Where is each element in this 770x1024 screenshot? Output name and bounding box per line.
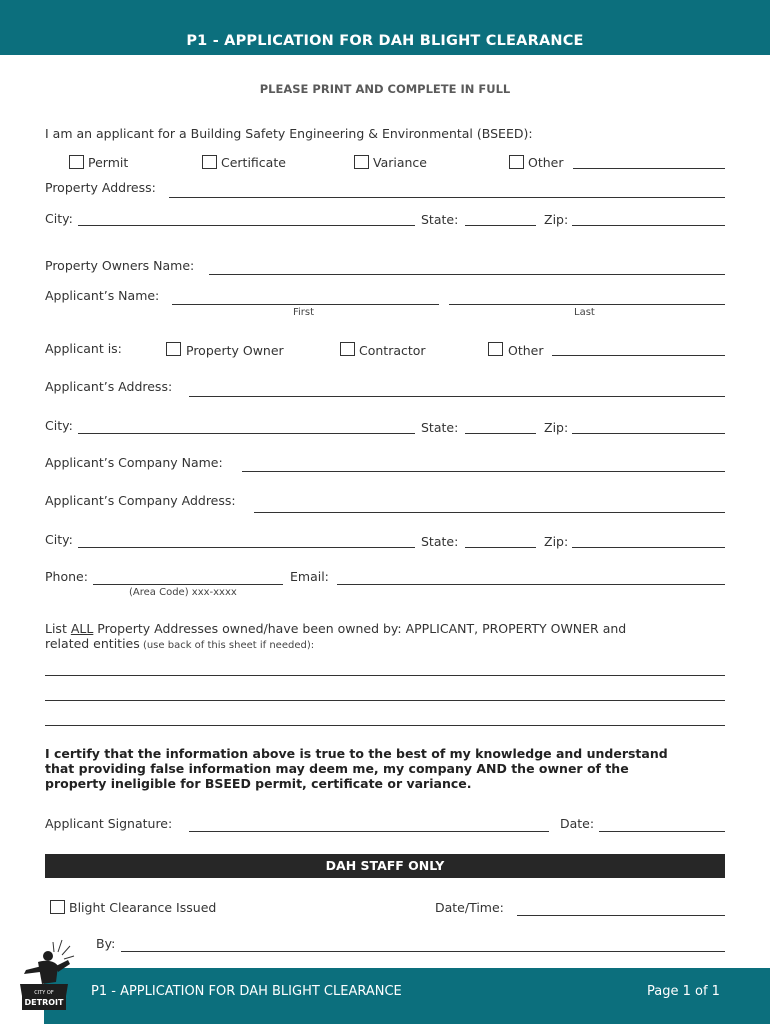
by-field[interactable] — [121, 951, 725, 952]
signature-date-field[interactable] — [599, 831, 725, 832]
blight-clearance-checkbox[interactable] — [50, 900, 65, 914]
list-line2-note: (use back of this sheet if needed): — [139, 640, 315, 651]
page-number: Page 1 of 1 — [647, 984, 720, 999]
permit-label: Permit — [88, 155, 129, 170]
company-city-field[interactable] — [78, 547, 415, 548]
applicant-first-name-field[interactable] — [172, 304, 439, 305]
other-applicant-label: Other — [508, 343, 544, 358]
variance-label: Variance — [373, 155, 427, 170]
email-field[interactable] — [337, 584, 725, 585]
certificate-label: Certificate — [221, 155, 286, 170]
company-address-label: Applicant’s Company Address: — [45, 493, 236, 508]
phone-label: Phone: — [45, 569, 88, 584]
footer-title: P1 - APPLICATION FOR DAH BLIGHT CLEARANCE — [91, 984, 402, 999]
company-state-label: State: — [421, 534, 459, 549]
last-name-caption: Last — [574, 307, 595, 318]
applicant-address-label: Applicant’s Address: — [45, 379, 173, 394]
other-type-field[interactable] — [573, 168, 725, 169]
property-owners-name-label: Property Owners Name: — [45, 258, 195, 273]
applicant-name-label: Applicant’s Name: — [45, 288, 160, 303]
applicant-city-field[interactable] — [78, 433, 415, 434]
first-name-caption: First — [293, 307, 315, 318]
logo-city-of-text: CITY OF — [34, 990, 54, 996]
certificate-checkbox[interactable] — [202, 155, 217, 169]
company-zip-label: Zip: — [544, 534, 569, 549]
property-state-field[interactable] — [465, 225, 536, 226]
signature-date-label: Date: — [560, 816, 595, 831]
property-zip-field[interactable] — [572, 225, 725, 226]
variance-checkbox[interactable] — [354, 155, 369, 169]
phone-format-hint: (Area Code) xxx-xxxx — [129, 587, 237, 598]
property-state-label: State: — [421, 212, 459, 227]
company-name-field[interactable] — [242, 471, 725, 472]
staff-only-bar: DAH STAFF ONLY — [45, 854, 725, 878]
property-city-field[interactable] — [78, 225, 415, 226]
list-line2: related entities — [45, 636, 140, 651]
contractor-checkbox[interactable] — [340, 342, 355, 356]
page-title: P1 - APPLICATION FOR DAH BLIGHT CLEARANCE — [186, 33, 584, 49]
list-all-emphasis: ALL — [70, 621, 94, 636]
property-address-field[interactable] — [169, 197, 725, 198]
certify-line-1: I certify that the information above is true to the best of my knowledge and understand — [45, 746, 668, 761]
permit-checkbox[interactable] — [69, 155, 84, 169]
property-city-label: City: — [45, 211, 73, 226]
property-zip-label: Zip: — [544, 212, 569, 227]
property-owners-name-field[interactable] — [209, 274, 725, 275]
company-zip-field[interactable] — [572, 547, 725, 548]
list-addresses-instruction — [45, 621, 626, 636]
signature-field[interactable] — [189, 831, 549, 832]
other-applicant-checkbox[interactable] — [488, 342, 503, 356]
applicant-state-field[interactable] — [465, 433, 536, 434]
city-of-detroit-logo — [12, 938, 76, 1014]
blight-clearance-label: Blight Clearance Issued — [69, 900, 217, 915]
email-label: Email: — [290, 569, 329, 584]
list-addresses-line2 — [45, 636, 314, 651]
applicant-address-field[interactable] — [189, 396, 725, 397]
contractor-label: Contractor — [359, 343, 426, 358]
logo-detroit-text: DETROIT — [24, 998, 64, 1007]
instructions-subtitle: PLEASE PRINT AND COMPLETE IN FULL — [259, 82, 511, 96]
header-bar — [0, 0, 770, 55]
applicant-is-label: Applicant is: — [45, 341, 122, 356]
phone-field[interactable] — [93, 584, 283, 585]
by-label: By: — [96, 936, 116, 951]
other-type-label: Other — [528, 155, 564, 170]
company-city-label: City: — [45, 532, 73, 547]
property-owner-label: Property Owner — [186, 343, 284, 358]
applicant-state-label: State: — [421, 420, 459, 435]
address-list-line-3[interactable] — [45, 725, 725, 726]
applicant-zip-field[interactable] — [572, 433, 725, 434]
list-rest: Property Addresses owned/have been owned by: APPLICANT, PROPERTY OWNER and — [93, 621, 627, 636]
property-owner-checkbox[interactable] — [166, 342, 181, 356]
company-state-field[interactable] — [465, 547, 536, 548]
signature-label: Applicant Signature: — [45, 816, 173, 831]
applicant-zip-label: Zip: — [544, 420, 569, 435]
list-prefix: List — [45, 621, 71, 636]
company-name-label: Applicant’s Company Name: — [45, 455, 223, 470]
datetime-label: Date/Time: — [435, 900, 504, 915]
applicant-last-name-field[interactable] — [449, 304, 725, 305]
company-address-field[interactable] — [254, 512, 725, 513]
bseed-prompt: I am an applicant for a Building Safety Engineering & Environmental (BSEED): — [45, 126, 533, 141]
certify-line-3: property ineligible for BSEED permit, certificate or variance. — [45, 776, 472, 791]
footer-bar — [44, 968, 770, 1024]
property-address-label: Property Address: — [45, 180, 156, 195]
address-list-line-1[interactable] — [45, 675, 725, 676]
certify-line-2: that providing false information may deem me, my company AND the owner of the — [45, 761, 629, 776]
address-list-line-2[interactable] — [45, 700, 725, 701]
applicant-city-label: City: — [45, 418, 73, 433]
datetime-field[interactable] — [517, 915, 725, 916]
other-type-checkbox[interactable] — [509, 155, 524, 169]
other-applicant-field[interactable] — [552, 355, 725, 356]
